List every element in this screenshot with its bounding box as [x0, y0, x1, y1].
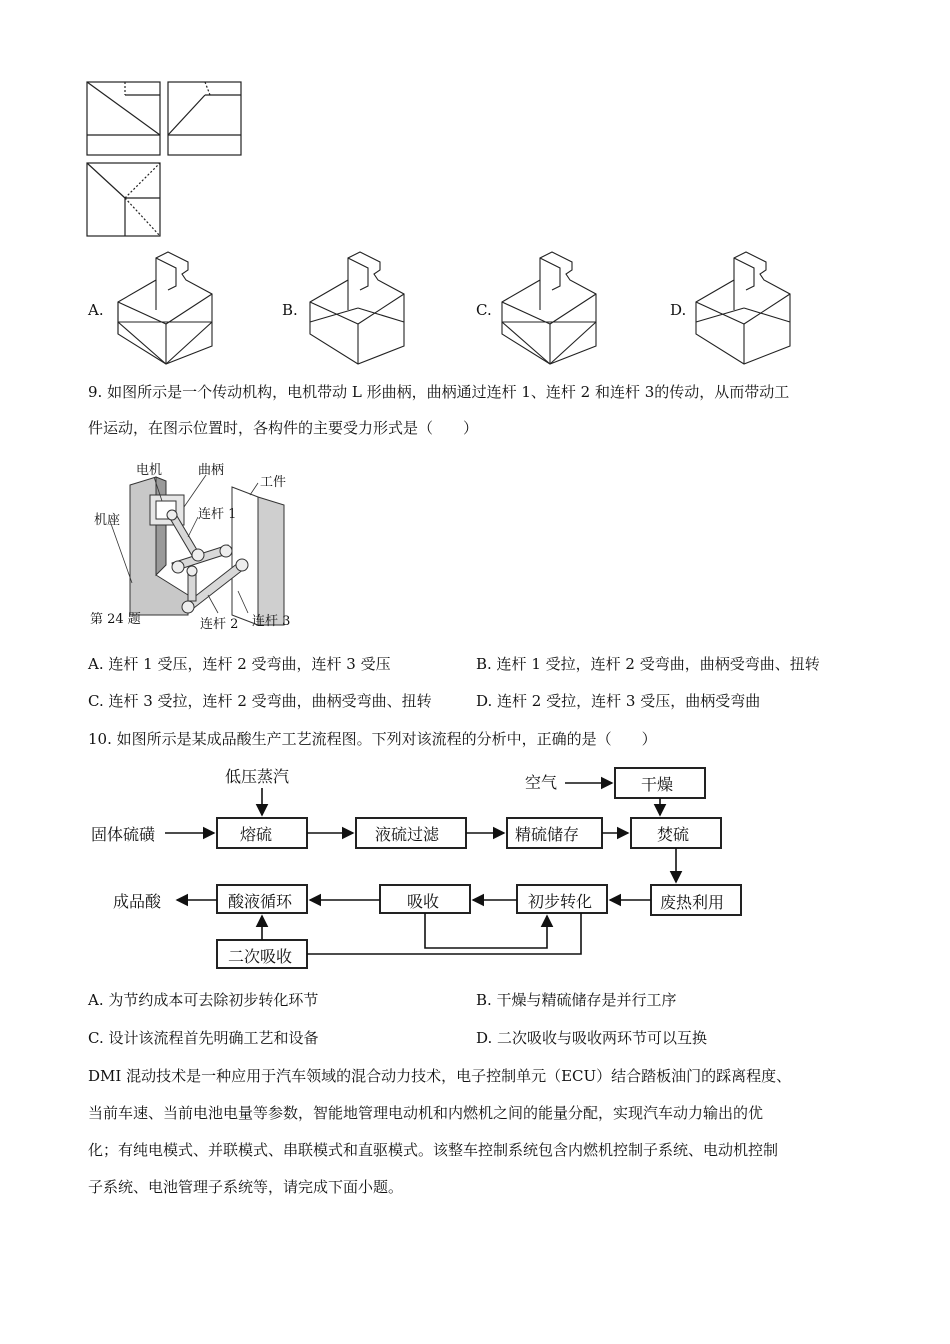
label-link1: 连杆 1: [198, 507, 237, 522]
q9-stem-line2: 件运动，在图示位置时，各构件的主要受力形式是（ ）: [88, 419, 479, 437]
q9-stem-line1: 9. 如图所示是一个传动机构，电机带动 L 形曲柄，曲柄通过连杆 1、连杆 2 和连杆 3的传动，从而带动工: [88, 383, 790, 401]
flow-storage: 精硫储存: [515, 825, 580, 844]
passage-line2: 当前车速、当前电池电量等参数，智能地管理电动机和内燃机之间的能量分配，实现汽车动力输出的优: [88, 1104, 764, 1122]
label-frame: 机座: [94, 513, 121, 528]
flow-air: 空气: [525, 773, 558, 792]
q8-option-b-figure: [308, 250, 412, 366]
q8-option-d-label: D.: [670, 301, 687, 319]
label-crank: 曲柄: [198, 463, 225, 478]
q10-option-b: B. 干燥与精硫储存是并行工序: [476, 991, 677, 1009]
q8-option-a-figure: [116, 250, 220, 366]
flow-steam: 低压蒸汽: [225, 767, 290, 786]
passage-line1: DMI 混动技术是一种应用于汽车领域的混合动力技术，电子控制单元（ECU）结合踏板油门的踩离程度、: [88, 1067, 792, 1085]
q10-option-d: D. 二次吸收与吸收两环节可以互换: [476, 1029, 708, 1047]
mechanism-figure: [88, 455, 298, 632]
three-view-drawing: [85, 80, 245, 240]
q10-option-a: A. 为节约成本可去除初步转化环节: [88, 991, 319, 1009]
flow-absorb: 吸收: [407, 892, 440, 911]
q8-option-a-label: A.: [88, 301, 104, 319]
label-link3: 连杆 3: [252, 614, 291, 629]
flow-filter: 液硫过滤: [375, 825, 440, 844]
q9-option-b: B. 连杆 1 受拉，连杆 2 受弯曲，曲柄受弯曲、扭转: [476, 655, 820, 673]
label-motor: 电机: [136, 463, 163, 478]
flow-product: 成品酸: [113, 892, 162, 911]
q9-option-c: C. 连杆 3 受拉，连杆 2 受弯曲，曲柄受弯曲、扭转: [88, 692, 432, 710]
label-link2: 连杆 2: [200, 617, 239, 632]
q10-option-c: C. 设计该流程首先明确工艺和设备: [88, 1029, 319, 1047]
q8-option-d-figure: [694, 250, 798, 366]
flow-burn: 焚硫: [657, 825, 690, 844]
q8-option-c-figure: [500, 250, 604, 366]
flow-cycle: 酸液循环: [228, 892, 293, 911]
q9-option-d: D. 连杆 2 受拉，连杆 3 受压，曲柄受弯曲: [476, 692, 761, 710]
flow-heat: 废热利用: [660, 893, 725, 912]
label-workpiece: 工件: [260, 475, 287, 490]
q9-option-a: A. 连杆 1 受压，连杆 2 受弯曲，连杆 3 受压: [88, 655, 391, 673]
q8-option-b-label: B.: [282, 301, 298, 319]
passage-line3: 化；有纯电模式、并联模式、串联模式和直驱模式。该整车控制系统包含内燃机控制子系统、电动机控制: [88, 1141, 779, 1159]
flow-melt: 熔硫: [240, 825, 273, 844]
passage-line4: 子系统、电池管理子系统等，请完成下面小题。: [88, 1178, 404, 1196]
figure-caption: 第 24 题: [90, 612, 141, 627]
q8-option-c-label: C.: [476, 301, 492, 319]
flow-text-layer: [85, 760, 755, 975]
flow-absorb2: 二次吸收: [228, 947, 293, 966]
q10-stem: 10. 如图所示是某成品酸生产工艺流程图。下列对该流程的分析中，正确的是（ ）: [88, 730, 657, 748]
flow-sulfur: 固体硫磺: [91, 825, 156, 844]
flow-convert: 初步转化: [528, 892, 593, 911]
flow-dry: 干燥: [641, 775, 674, 794]
